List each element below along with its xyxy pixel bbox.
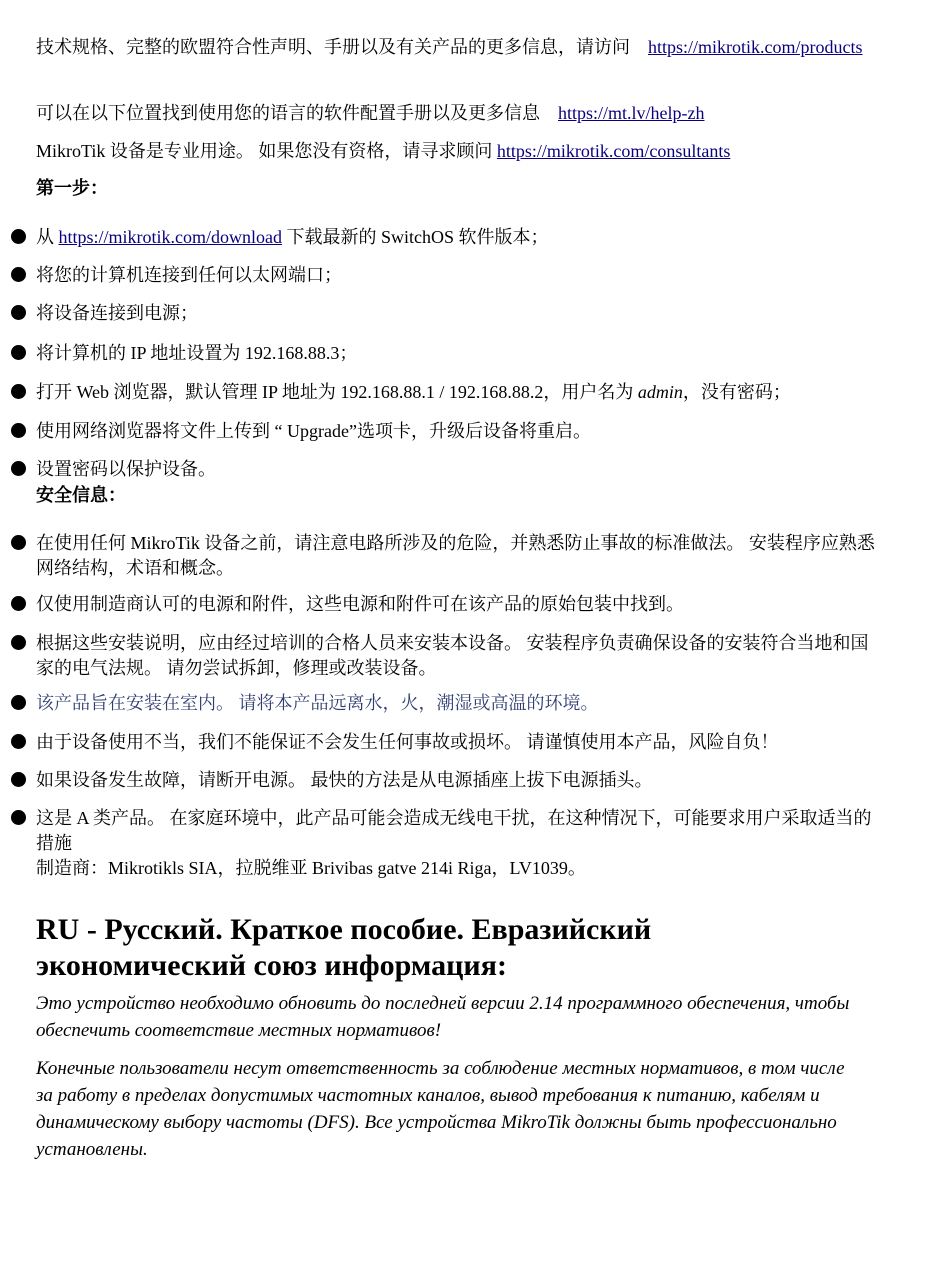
safety-item: 这是 A 类产品。 在家庭环境中，此产品可能会造成无线电干扰，在这种情况下，可能要求用户采取适当的措施 <box>36 808 872 853</box>
bullet-icon <box>11 345 26 360</box>
specs-paragraph <box>36 34 876 61</box>
safety-item: 仅使用制造商认可的电源和附件，这些电源和附件可在该产品的原始包装中找到。 <box>36 594 684 614</box>
manual-paragraph <box>36 100 876 127</box>
step-item-power: 将设备连接到电源； <box>36 303 198 323</box>
safety-item: 如果设备发生故障，请断开电源。 最快的方法是从电源插座上拔下电源插头。 <box>36 770 653 790</box>
step-item-password: 设置密码以保护设备。 <box>36 459 216 479</box>
bullet-icon <box>11 535 26 550</box>
bullet-icon <box>11 734 26 749</box>
bullet-icon <box>11 635 26 650</box>
safety-item: 该产品旨在安装在室内。 请将本产品远离水，火，潮湿或高温的环境。 <box>36 693 599 713</box>
bullet-icon <box>11 596 26 611</box>
step-item-download <box>36 225 876 250</box>
manufacturer-text: 制造商：Mikrotikls SIA，拉脱维亚 Brivibas gatve 214i Riga，LV1039。 <box>36 858 586 878</box>
step-text: 下载最新的 SwitchOS 软件版本； <box>286 227 549 247</box>
bullet-icon <box>11 810 26 825</box>
safety-item: 由于设备使用不当，我们不能保证不会发生任何事故或损坏。 请谨慎使用本产品，风险自负！ <box>36 732 779 752</box>
step-text: 从 <box>36 227 54 247</box>
bullet-icon <box>11 384 26 399</box>
download-link[interactable]: https://mikrotik.com/download <box>58 227 282 247</box>
manual-text: 可以在以下位置找到使用您的语言的软件配置手册以及更多信息 <box>36 103 540 123</box>
ru-paragraph-1: Это устройство необходимо обновить до последней версии 2.14 программного обеспечения, чтобы обеспечить соответствие местных нормативов! <box>36 993 850 1041</box>
step-item-ip: 将计算机的 IP 地址设置为 192.168.88.3； <box>36 343 358 363</box>
bullet-icon <box>11 423 26 438</box>
ru-paragraph-2: Конечные пользователи несут ответственность за соблюдение местных нормативов, в том числе за работу в пределах допустимых частотных каналов, вывод требования к питанию, кабелям и динамическому выбору частоты (DFS). Все устройства MikroTik должны быть профессионально установлены. <box>36 1058 845 1160</box>
pro-paragraph <box>36 138 876 165</box>
safety-item: 在使用任何 MikroTik 设备之前，请注意电路所涉及的危险，并熟悉防止事故的标准做法。 安装程序应熟悉网络结构，术语和概念。 <box>36 533 875 578</box>
step-text: 打开 Web 浏览器，默认管理 IP 地址为 192.168.88.1 / 192.168.88.2，用户名为 <box>36 382 634 402</box>
step-title: 第一步： <box>36 178 108 198</box>
specs-text: 技术规格、完整的欧盟符合性声明、手册以及有关产品的更多信息，请访问 <box>36 37 630 57</box>
bullet-icon <box>11 695 26 710</box>
pro-text: MikroTik 设备是专业用途。 如果您没有资格，请寻求顾问 <box>36 141 493 161</box>
ru-heading: RU - Русский. Краткое пособие. Евразийский экономический союз информация: <box>36 913 652 982</box>
safety-item: 根据这些安装说明，应由经过培训的合格人员来安装本设备。 安装程序负责确保设备的安装符合当地和国家的电气法规。 请勿尝试拆卸，修理或改装设备。 <box>36 633 869 678</box>
bullet-icon <box>11 461 26 476</box>
username-text: admin <box>637 382 683 402</box>
step-item-browser <box>36 380 876 405</box>
bullet-icon <box>11 229 26 244</box>
products-link[interactable]: https://mikrotik.com/products <box>648 37 863 57</box>
bullet-icon <box>11 267 26 282</box>
step-text: ，没有密码； <box>682 382 791 402</box>
step-item-connect: 将您的计算机连接到任何以太网端口； <box>36 265 342 285</box>
safety-title: 安全信息： <box>36 485 126 505</box>
bullet-icon <box>11 772 26 787</box>
help-link[interactable]: https://mt.lv/help-zh <box>558 103 705 123</box>
consultants-link[interactable]: https://mikrotik.com/consultants <box>496 141 731 161</box>
step-item-upgrade: 使用网络浏览器将文件上传到 “ Upgrade”选项卡，升级后设备将重启。 <box>36 421 591 441</box>
bullet-icon <box>11 305 26 320</box>
